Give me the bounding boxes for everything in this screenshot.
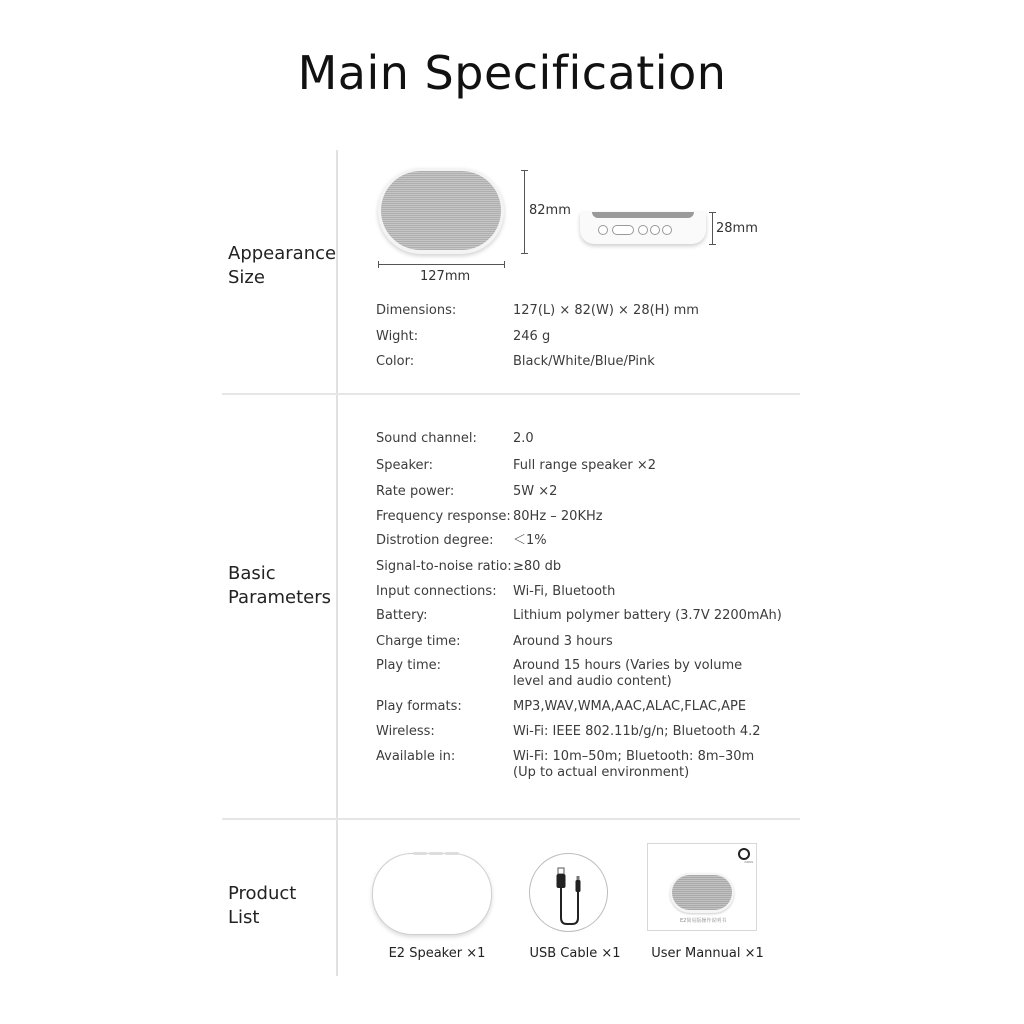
product-label-line1: Product [228,883,297,904]
spec-value: Wi-Fi, Bluetooth [513,584,616,599]
spec-value: 80Hz – 20KHz [513,509,603,524]
appearance-section-label [228,242,336,290]
page-title: Main Specification [297,46,727,100]
usb-cable-icon [530,854,607,931]
speaker-side-image [580,212,706,244]
vertical-divider [336,150,338,976]
appearance-label-line1: Appearance [228,243,337,264]
spec-key: Wight: [376,329,419,344]
length-dimension-label: 127mm [420,269,471,284]
spec-key: Play formats: [376,699,462,714]
usb-cable-image [529,853,608,932]
spec-key: Rate power: [376,484,455,499]
spec-key: Input connections: [376,584,497,599]
brand-logo-text: DOSS [744,860,753,864]
appearance-label-line2: Size [228,267,265,288]
spec-value: Full range speaker ×2 [513,458,656,473]
spec-value: 246 g [513,329,551,344]
manual-cover-text: E2简易版操作说明书 [680,918,727,924]
spec-value: Wi-Fi: IEEE 802.11b/g/n; Bluetooth 4.2 [513,724,761,739]
basic-label-line2: Parameters [228,587,332,608]
spec-key: Dimensions: [376,303,457,318]
spec-key: Signal-to-noise ratio: [376,559,512,574]
spec-key: Frequency response: [376,509,511,524]
spec-key: Play time: [376,658,441,673]
spec-value: 5W ×2 [513,484,558,499]
spec-value: ≥80 db [513,559,562,574]
length-dimension-line [378,264,505,265]
spec-key: Speaker: [376,458,434,473]
spec-key: Battery: [376,608,428,623]
spec-value: MP3,WAV,WMA,AAC,ALAC,FLAC,APE [513,699,747,714]
section-divider [222,393,800,395]
basic-label-line1: Basic [228,563,276,584]
user-manual-image [647,843,757,931]
product-section-label [228,882,296,930]
basic-section-label [228,562,331,610]
spec-key: Color: [376,354,415,369]
spec-key: Sound channel: [376,431,477,446]
section-divider [222,818,800,820]
spec-value: Black/White/Blue/Pink [513,354,655,369]
spec-key: Charge time: [376,634,461,649]
height-dimension-line [524,170,525,254]
spec-value: Wi-Fi: 10m–50m; Bluetooth: 8m–30m (Up to actual environment) [513,749,755,780]
spec-value: 127(L) × 82(W) × 28(H) mm [513,303,699,318]
speaker-product-image [372,853,492,935]
product-caption: USB Cable ×1 [529,946,621,961]
spec-value: ＜1% [513,533,547,548]
product-label-line2: List [228,907,260,928]
spec-value: Around 15 hours (Varies by volume level and audio content) [513,658,743,689]
spec-key: Available in: [376,749,456,764]
spec-value: Lithium polymer battery (3.7V 2200mAh) [513,608,782,623]
spec-key: Distrotion degree: [376,533,494,548]
product-caption: E2 Speaker ×1 [388,946,486,961]
brand-logo-icon [738,848,750,860]
thickness-dimension-line [712,212,713,245]
spec-key: Wireless: [376,724,435,739]
height-dimension-label: 82mm [529,203,571,218]
speaker-front-image [378,168,504,254]
spec-value: Around 3 hours [513,634,613,649]
thickness-dimension-label: 28mm [716,221,758,236]
spec-value: 2.0 [513,431,534,446]
product-caption: User Mannual ×1 [651,946,764,961]
